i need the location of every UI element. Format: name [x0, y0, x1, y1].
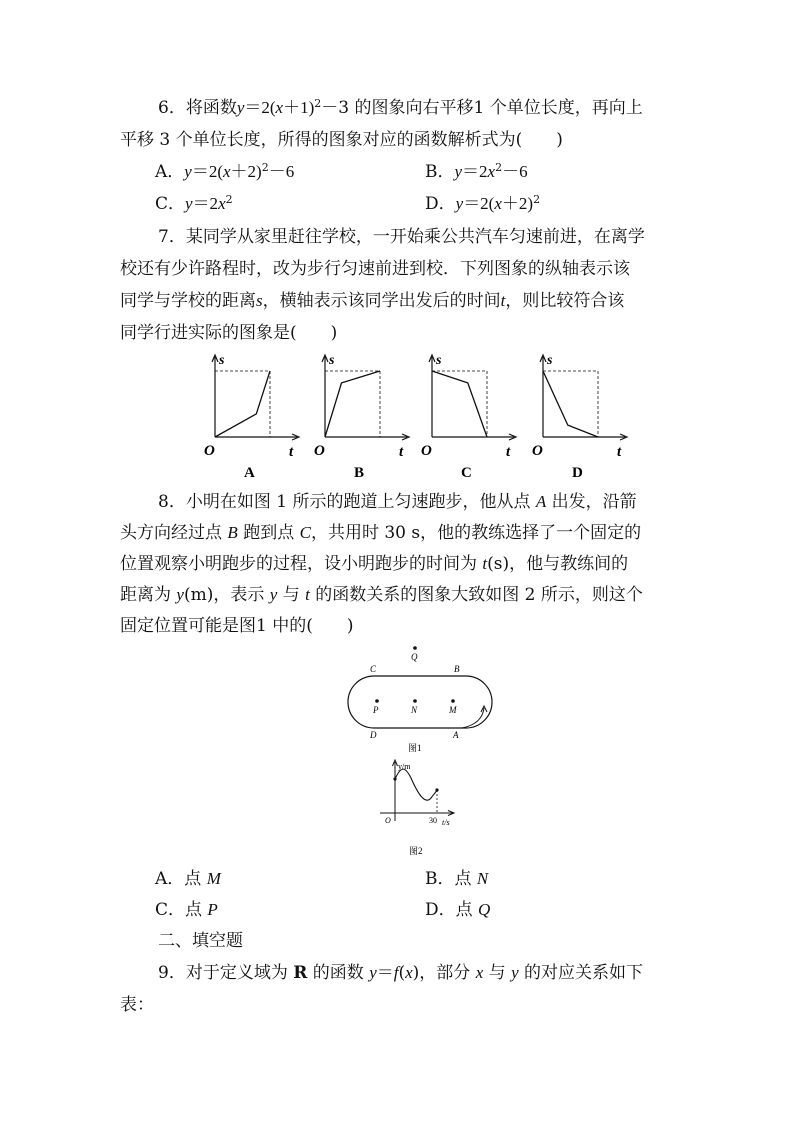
- q6-stem-line-2: 平移 3 个单位长度，所得的图象对应的函数解析式为( ): [120, 130, 563, 150]
- graph-c-s-label: s: [436, 353, 442, 368]
- section-heading-fill-in: 二、填空题: [158, 931, 243, 951]
- label-n: N: [411, 705, 418, 715]
- graph-c-t-label: t: [506, 444, 511, 460]
- graph-b-curve: [325, 371, 380, 437]
- q8-figure-2-graph: [375, 758, 465, 860]
- figure-2-caption: 图2: [409, 846, 423, 856]
- label-b: B: [454, 664, 460, 674]
- q6-option-b: B．$y=2x^2-6$: [425, 161, 528, 182]
- q8-option-b: B．点 N: [425, 869, 489, 889]
- direction-arrow: [462, 708, 484, 728]
- label-p: P: [373, 705, 379, 715]
- q8-figure-1-track: [340, 640, 500, 755]
- label-q: Q: [411, 652, 418, 662]
- graph-b-s-label: s: [329, 353, 335, 368]
- q8-option-d: D．点 Q: [425, 900, 491, 920]
- graph-c-curve: [432, 371, 487, 437]
- q8-stem-line-2: 头方向经过点 B 跑到点 C，共用时 30 s，他的教练选择了一个固定的: [120, 523, 642, 543]
- q6-option-c: C．$y=2x^2$: [155, 193, 233, 214]
- q8-option-c: C．点 P: [155, 900, 218, 920]
- q8-stem-line-1: 8．小明在如图 1 所示的跑道上匀速跑步，他从点 A 出发，沿箭: [158, 492, 637, 512]
- graph-b-t-label: t: [399, 444, 404, 460]
- graph-d-s-label: s: [547, 353, 553, 368]
- graph-a-origin: O: [204, 443, 215, 459]
- q8-stem-line-5: 固定位置可能是图1 中的( ): [120, 616, 354, 636]
- graph-c-origin: O: [421, 443, 432, 459]
- q8-stem-line-3: 位置观察小明跑步的过程，设小明跑步的时间为 t(s)，他与教练间的: [120, 554, 629, 574]
- q8-option-a: A．点 M: [155, 869, 221, 889]
- q7-stem-line-4: 同学行进实际的图象是( ): [120, 323, 338, 343]
- fig2-start-point: [393, 777, 396, 780]
- q9-stem-line-1: 9．对于定义域为 R 的函数 y＝f(x)，部分 x 与 y 的对应关系如下: [158, 963, 644, 983]
- fig2-y-label: y/m: [398, 762, 411, 771]
- q7-stem-line-1: 7．某同学从家里赶往学校，一开始乘公共汽车匀速前进，在离学: [158, 227, 645, 247]
- q6-option-d: D．$y=2(x+2)^2$: [425, 193, 541, 214]
- graph-d-origin: O: [532, 443, 543, 459]
- q6-option-a: A．$y=2(x+2)^2-6$: [155, 161, 295, 182]
- graph-b-option-label: B: [354, 465, 365, 481]
- graph-d-t-label: t: [617, 444, 622, 460]
- q9-stem-line-2: 表：: [120, 995, 154, 1015]
- q8-stem-line-4: 距离为 y(m)，表示 y 与 t 的函数关系的图象大致如图 2 所示，则这个: [120, 585, 643, 605]
- label-d: D: [370, 730, 377, 740]
- figure-1-caption: 图1: [408, 743, 422, 753]
- fig2-curve: [395, 769, 437, 800]
- label-a: A: [453, 730, 459, 740]
- graph-a-option-label: A: [244, 465, 255, 481]
- graph-d-option-label: D: [572, 465, 583, 481]
- label-m: M: [449, 705, 457, 715]
- graph-a-t-label: t: [289, 444, 294, 460]
- graph-c-option-label: C: [461, 465, 472, 481]
- q6-stem-line-1: 6．将函数$y=2(x+1)^2-3$ 的图象向右平移1 个单位长度，再向上: [158, 97, 643, 118]
- fig2-x-label: t/s: [442, 818, 450, 827]
- track-outline: [348, 676, 492, 728]
- fig2-x-tick: 30: [429, 816, 437, 825]
- point-n: [413, 699, 417, 703]
- point-q: [413, 646, 417, 650]
- graph-a-curve: [215, 371, 270, 437]
- label-c: C: [370, 664, 377, 674]
- graph-d-curve: [543, 371, 598, 437]
- point-p: [375, 699, 379, 703]
- graph-b-origin: O: [314, 443, 325, 459]
- q7-stem-line-3: 同学与学校的距离s，横轴表示该同学出发后的时间t，则比较符合该: [120, 291, 625, 311]
- graph-a-s-label: s: [219, 353, 225, 368]
- point-m: [451, 699, 455, 703]
- fig2-origin: O: [385, 816, 391, 825]
- q7-stem-line-2: 校还有少许路程时，改为步行匀速前进到校．下列图象的纵轴表示该: [120, 259, 630, 279]
